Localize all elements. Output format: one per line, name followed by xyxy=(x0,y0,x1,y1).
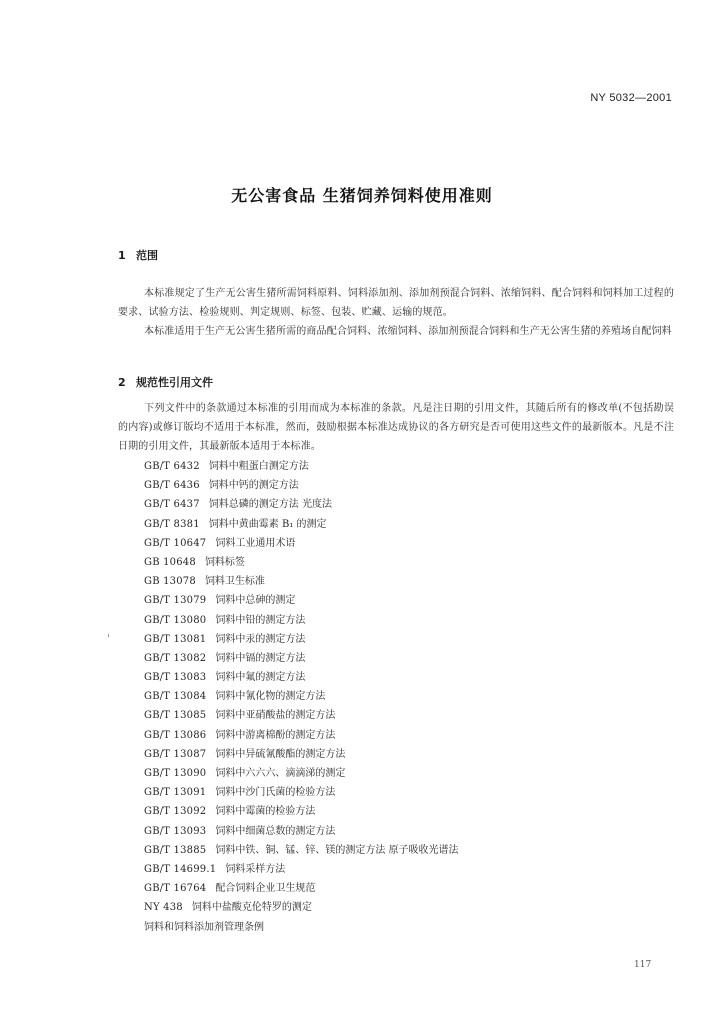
reference-code: GB/T 13082 xyxy=(144,652,207,664)
reference-title: 饲料中氰化物的测定方法 xyxy=(215,691,326,703)
section-heading-scope xyxy=(118,247,158,263)
reference-item xyxy=(144,898,459,917)
reference-item xyxy=(144,706,459,725)
reference-title: 饲料中六六六、滴滴涕的测定 xyxy=(215,768,346,779)
reference-item xyxy=(144,860,459,879)
reference-code: GB/T 13092 xyxy=(144,806,207,818)
reference-title: 饲料中总砷的测定 xyxy=(215,595,296,607)
page-number: 117 xyxy=(634,960,652,970)
reference-item xyxy=(144,457,459,476)
reference-item xyxy=(144,841,459,860)
paragraph-text: 下列文件中的条款通过本标准的引用而成为本标准的条款。凡是注日期的引用文件，其随后所有的修改单(不包括勘误的内容)或修订版均不适用于本标准，然而，鼓励根据本标准达成协议的各方研究是否可使用这些文件的最新版本。凡是不注日期的引用文件，其最新版本适用于本标准。 xyxy=(118,403,674,452)
paragraph-text: 本标准适用于生产无公害生猪所需的商品配合饲料、浓缩饲料、添加剂预混合饲料和生产无公害生猪的养殖场自配饲料 xyxy=(144,326,672,337)
reference-title: 饲料中盐酸克伦特罗的测定 xyxy=(191,902,312,914)
reference-item xyxy=(144,534,459,553)
reference-item xyxy=(144,553,459,572)
reference-code: GB/T 6437 xyxy=(144,499,200,511)
reference-code: GB/T 13086 xyxy=(144,729,207,741)
reference-title: 饲料中铁、铜、锰、锌、镁的测定方法 原子吸收光谱法 xyxy=(215,844,459,856)
standard-code: NY 5032—2001 xyxy=(590,92,672,104)
reference-code: GB/T 13090 xyxy=(144,768,207,779)
reference-title: 配合饲料企业卫生规范 xyxy=(215,883,316,895)
reference-code: GB/T 13885 xyxy=(144,844,207,856)
reference-list xyxy=(144,457,459,937)
reference-item xyxy=(144,822,459,841)
paragraph-text: 本标准规定了生产无公害生猪所需饲料原料、饲料添加剂、添加剂预混合饲料、浓缩饲料、配合饲料和饲料加工过程的要求、试验方法、检验规则、判定规则、标签、包装、贮藏、运输的规范。 xyxy=(118,288,674,318)
reference-code: GB/T 13079 xyxy=(144,595,207,607)
reference-code: GB/T 13084 xyxy=(144,691,207,703)
reference-title: 饲料中异硫氰酸酯的测定方法 xyxy=(215,748,346,760)
reference-code: GB/T 10647 xyxy=(144,537,207,549)
reference-title: 饲料中粗蛋白测定方法 xyxy=(208,461,309,472)
reference-title: 饲料工业通用术语 xyxy=(215,537,296,549)
section-number: 2 xyxy=(118,376,126,389)
reference-code: GB/T 13081 xyxy=(144,633,207,645)
section-number: 1 xyxy=(118,249,126,262)
reference-code: GB/T 13091 xyxy=(144,787,207,799)
reference-title: 饲料中游离棉酚的测定方法 xyxy=(215,729,336,741)
section-title: 范围 xyxy=(136,249,158,262)
reference-item xyxy=(144,918,459,937)
reference-title: 饲料中黄曲霉素 B₁ 的测定 xyxy=(208,518,327,530)
reference-code: GB 13078 xyxy=(144,576,196,588)
reference-title: 饲料中细菌总数的测定方法 xyxy=(215,825,336,837)
scope-paragraph xyxy=(118,322,674,341)
document-title: 无公害食品 生猪饲养饲料使用准则 xyxy=(231,186,493,205)
reference-code: GB 10648 xyxy=(144,556,196,568)
reference-item xyxy=(144,515,459,534)
scan-speck xyxy=(108,634,109,637)
reference-title: 饲料中霉菌的检验方法 xyxy=(215,806,316,818)
reference-code: GB/T 6432 xyxy=(144,461,200,472)
reference-item xyxy=(144,783,459,802)
reference-item xyxy=(144,591,459,610)
reference-title: 饲料中钙的测定方法 xyxy=(208,480,299,492)
reference-item xyxy=(144,726,459,745)
reference-code: GB/T 13080 xyxy=(144,614,207,626)
reference-title: 饲料中铅的测定方法 xyxy=(215,614,306,626)
reference-code: GB/T 13087 xyxy=(144,748,207,760)
reference-title: 饲料标签 xyxy=(204,556,245,568)
reference-title: 饲料卫生标准 xyxy=(204,576,265,588)
reference-item xyxy=(144,476,459,495)
section-title: 规范性引用文件 xyxy=(136,376,213,389)
reference-item xyxy=(144,572,459,591)
reference-item xyxy=(144,495,459,514)
reference-code: GB/T 14699.1 xyxy=(144,863,217,875)
reference-title: 饲料和饲料添加剂管理条例 xyxy=(144,921,264,933)
reference-title: 饲料中汞的测定方法 xyxy=(215,633,306,645)
reference-code: GB/T 13083 xyxy=(144,672,207,684)
reference-item xyxy=(144,802,459,821)
reference-item xyxy=(144,764,459,783)
reference-title: 饲料中亚硝酸盐的测定方法 xyxy=(215,710,336,722)
reference-title: 饲料中氟的测定方法 xyxy=(215,672,306,684)
reference-code: GB/T 13093 xyxy=(144,825,207,837)
reference-title: 饲料采样方法 xyxy=(225,863,286,875)
reference-item xyxy=(144,745,459,764)
reference-title: 饲料中镉的测定方法 xyxy=(215,652,306,664)
reference-item xyxy=(144,611,459,630)
reference-title: 饲料中沙门氏菌的检验方法 xyxy=(215,787,336,799)
reference-item xyxy=(144,668,459,687)
reference-code: GB/T 8381 xyxy=(144,518,200,530)
reference-code: GB/T 13085 xyxy=(144,710,207,722)
reference-code: NY 438 xyxy=(144,902,183,914)
section-heading-normative-references xyxy=(118,374,213,390)
reference-code: GB/T 16764 xyxy=(144,883,207,895)
reference-item xyxy=(144,687,459,706)
scope-paragraph xyxy=(118,284,674,322)
reference-item xyxy=(144,649,459,668)
references-intro-paragraph xyxy=(118,399,674,456)
reference-code: GB/T 6436 xyxy=(144,480,200,492)
reference-item xyxy=(144,630,459,649)
reference-title: 饲料总磷的测定方法 光度法 xyxy=(208,499,332,511)
reference-item xyxy=(144,879,459,898)
